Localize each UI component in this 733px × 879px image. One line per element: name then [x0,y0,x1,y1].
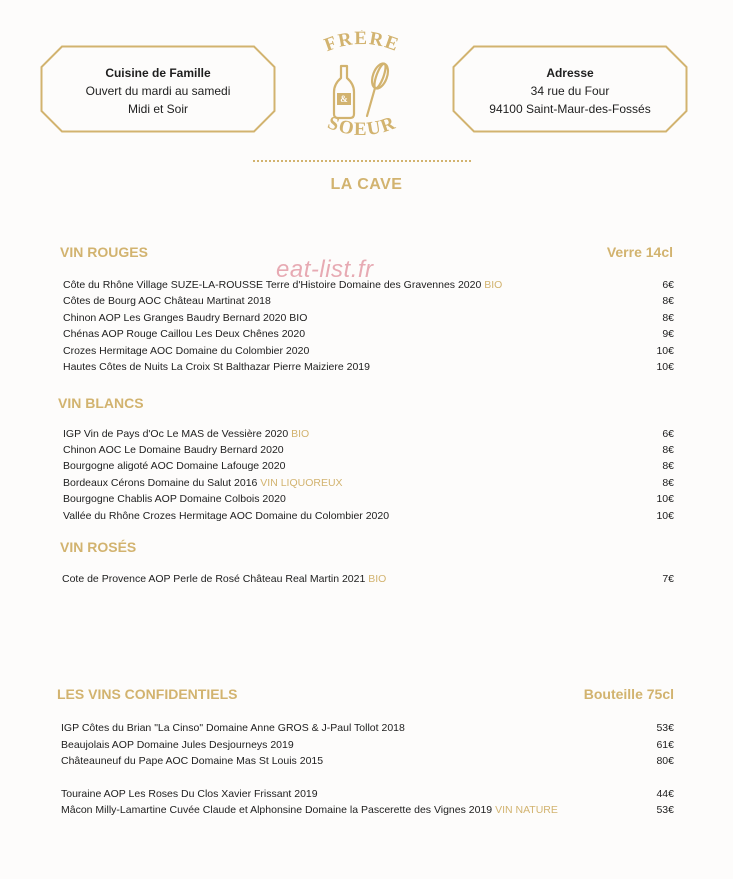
wine-tag: BIO [484,279,503,291]
wine-name [63,310,307,326]
section-title-confidentiels: LES VINS CONFIDENTIELS [57,686,238,702]
wine-row [61,753,674,769]
wine-price: 61€ [656,739,674,751]
hours-title: Cuisine de Famille [105,66,211,80]
wine-price: 8€ [662,295,674,307]
section-title-rouges: VIN ROUGES [60,244,148,260]
wine-row [63,326,674,342]
wine-row [63,359,674,375]
wine-name [63,343,309,359]
wine-name [63,442,284,458]
wine-price: 7€ [662,573,674,585]
wine-price: 6€ [662,279,674,291]
wine-label: Chinon AOP Les Granges Baudry Bernard 2020 BIO [63,312,308,324]
wine-tag: VIN LIQUOREUX [260,477,343,489]
wine-label: Chinon AOC Le Domaine Baudry Bernard 2020 [63,444,284,456]
wine-row [61,720,674,736]
wine-row [63,277,674,293]
address-city: 94100 Saint-Maur-des-Fossés [489,102,651,116]
wine-row [63,310,674,326]
section-unit-rouges: Verre 14cl [606,244,673,260]
wine-label: Touraine AOP Les Roses Du Clos Xavier Frissant 2019 [61,788,318,800]
wine-tag: BIO [368,573,387,585]
wine-name [61,720,405,736]
wine-bottle-icon [334,66,354,118]
wine-label: IGP Vin de Pays d'Oc Le MAS de Vessière 2020 [63,428,289,440]
wine-row [61,737,674,753]
wine-label: Vallée du Rhône Crozes Hermitage AOC Domaine du Colombier 2020 [63,510,390,522]
section-title-blancs: VIN BLANCS [58,395,144,411]
hours-badge [40,45,276,133]
wine-name [63,491,286,507]
wine-row [62,571,674,587]
wine-row [63,426,674,442]
wine-price: 10€ [656,510,674,522]
wine-label: Bourgogne Chablis AOP Domaine Colbois 2020 [63,493,286,505]
hours-line-1: Ouvert du mardi au samedi [85,84,231,98]
wine-price: 6€ [662,428,674,440]
wine-name [61,786,318,802]
wine-label: IGP Côtes du Brian "La Cinso" Domaine Anne GROS & J-Paul Tollot 2018 [61,722,405,734]
address-badge [452,45,688,133]
wine-label: Cote de Provence AOP Perle de Rosé Château Real Martin 2021 [62,573,366,585]
wine-name [63,326,305,342]
wine-row [63,491,674,507]
wine-name [63,508,389,524]
wine-label: Mâcon Milly-Lamartine Cuvée Claude et Alphonsine Domaine la Pascerette des Vignes 2019 [61,804,493,816]
logo-ampersand: & [340,94,348,104]
wine-name [63,426,309,442]
wine-name [63,359,370,375]
wine-label: Beaujolais AOP Domaine Jules Desjourneys 2019 [61,739,294,751]
page-title: LA CAVE [330,176,403,193]
restaurant-logo [312,30,412,150]
wine-name [61,802,558,818]
wine-label: Chénas AOP Rouge Caillou Les Deux Chênes 2020 [63,328,306,340]
wine-tag: BIO [291,428,310,440]
logo-top-text: FRÈRE [321,30,403,57]
wine-name [62,571,386,587]
wine-price: 53€ [656,804,674,816]
whisk-icon [367,61,391,116]
wine-name [63,458,285,474]
wine-row [63,458,674,474]
wine-price: 8€ [662,312,674,324]
wine-price: 53€ [656,722,674,734]
wine-row [63,293,674,309]
wine-label: Bourgogne aligoté AOC Domaine Lafouge 2020 [63,460,286,472]
wine-row [63,508,674,524]
wine-name [63,277,502,293]
wine-row [61,802,674,818]
wine-label: Côte du Rhône Village SUZE-LA-ROUSSE Terre d'Histoire Domaine des Gravennes 2020 [63,279,482,291]
wine-row [63,343,674,359]
wine-tag: VIN NATURE [495,804,558,816]
wine-name [63,475,343,491]
logo-bottom-text: SOEUR [324,112,400,141]
wine-price: 9€ [662,328,674,340]
wine-name [61,753,323,769]
wine-label: Côtes de Bourg AOC Château Martinat 2018 [63,295,271,307]
address-title: Adresse [546,66,594,80]
wine-price: 8€ [662,444,674,456]
wine-label: Hautes Côtes de Nuits La Croix St Balthazar Pierre Maiziere 2019 [63,361,370,373]
wine-row [63,475,674,491]
wine-price: 44€ [656,788,674,800]
wine-price: 10€ [656,345,674,357]
wine-price: 10€ [656,493,674,505]
wine-row [63,442,674,458]
watermark: eat-list.fr [276,256,374,283]
wine-price: 8€ [662,477,674,489]
wine-price: 8€ [662,460,674,472]
wine-label: Bordeaux Cérons Domaine du Salut 2016 [63,477,258,489]
wine-name [63,293,271,309]
hours-line-2: Midi et Soir [127,102,189,116]
section-unit-confidentiels: Bouteille 75cl [583,686,674,702]
wine-label: Crozes Hermitage AOC Domaine du Colombier 2020 [63,345,310,357]
header-divider [253,160,471,162]
wine-price: 10€ [656,361,674,373]
wine-label: Châteauneuf du Pape AOC Domaine Mas St Louis 2015 [61,755,324,767]
section-title-roses: VIN ROSÉS [60,539,137,555]
address-street: 34 rue du Four [530,84,610,98]
wine-price: 80€ [656,755,674,767]
wine-row [61,786,674,802]
wine-name [61,737,294,753]
